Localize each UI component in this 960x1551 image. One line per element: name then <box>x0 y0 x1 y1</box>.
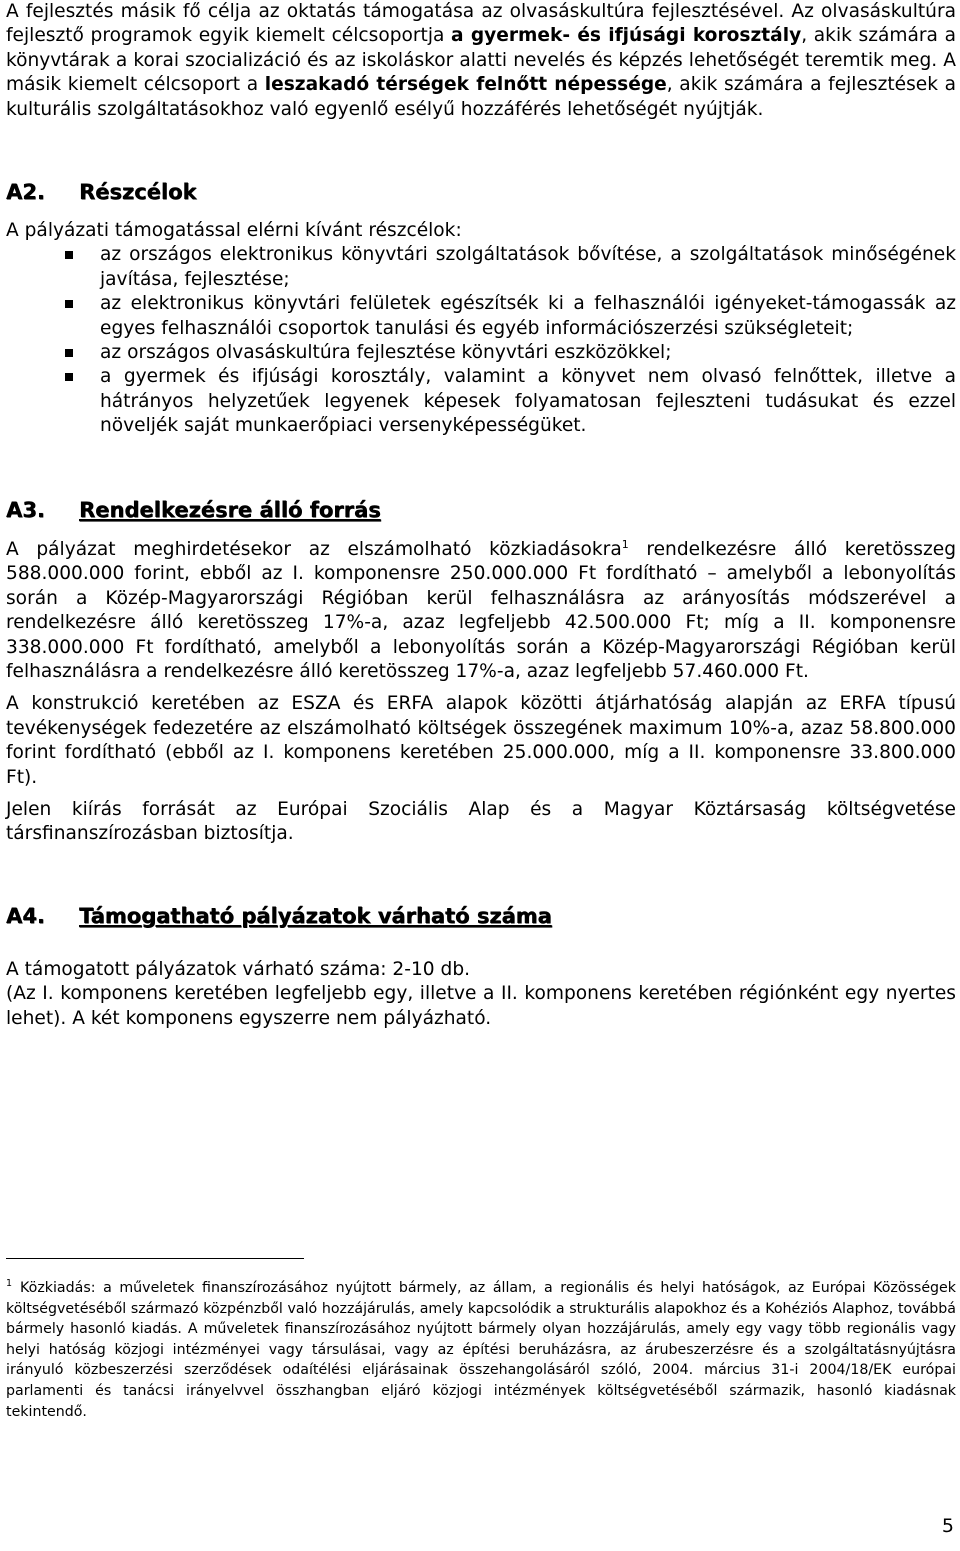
intro-text-3: , akik számára a fejlesztések a kulturális szolgáltatásokhoz való egyenlő esélyű hozzáférés lehetőségét nyújtják. <box>6 74 957 120</box>
section-a3-number: A3. <box>6 498 45 522</box>
section-a4-title: Támogatható pályázatok várható száma <box>79 904 552 928</box>
section-a4-body <box>6 958 956 1031</box>
footnote-reference: 1 <box>621 537 629 551</box>
section-a3-title: Rendelkezésre álló forrás <box>79 498 381 522</box>
intro-highlight-adults: leszakadó térségek felnőtt népessége <box>264 74 667 96</box>
section-a2-lead: A pályázati támogatással elérni kívánt részcélok: <box>6 220 462 241</box>
page-number: 5 <box>941 1515 954 1537</box>
bullet-square-icon <box>65 251 73 259</box>
intro-highlight-youth: a gyermek- és ifjúsági korosztály <box>451 25 802 47</box>
intro-text-1: A fejlesztés másik fő célja az oktatás támogatása az olvasáskultúra fejlesztésével. Az olvasáskultúra fejlesztő programok egyik kiemelt célcsoportja <box>6 1 956 47</box>
footnote-separator <box>6 1258 304 1259</box>
section-a4-number: A4. <box>6 904 45 928</box>
footnote-text: Közkiadás: a műveletek finanszírozásához nyújtott bármely, az állam, a regionális és helyi hatóságok, az Európai Közösségek költségvetéséből származó közpénzből való hozzájárulás, amely kapcsolódik a strukturális alapokhoz és a Kohéziós Alaphoz, továbbá bármely hasonló kiadás. A műveletek finanszírozásához nyújtott bármely olyan hozzájárulás, amely egy vagy több regionális vagy helyi hatóság közjogi intézményei vagy társulásai, vagy az építési beruházásra, az árubeszerzésre és a szolgáltatásnyújtásra irányuló közbeszerzési szerződések odaítélési eljárásainak összehangolásáról szóló, 2004. március 31-i 2004/18/EK európai parlamenti és tanácsi irányelvvel összhangban eljáró közjogi intézmények költségvetéséből származik, hasonló kiadásnak tekintendő. <box>6 1280 956 1420</box>
subgoal-list <box>6 243 956 438</box>
section-a2-heading <box>6 178 956 206</box>
section-a2-number: A2. <box>6 180 45 204</box>
esza-erfa-paragraph: A konstrukció keretében az ESZA és ERFA alapok közötti átjárhatóság alapján az ERFA típusú tevékenységek fedezetére az elszámolható költségek összegének maximum 10%-a, azaz 58.800.000 forint fordítható (ebből az I. komponens keretében 25.000.000, míg a II. komponensre 33.800.000 Ft). <box>6 693 956 788</box>
footnote-mark: 1 <box>6 1278 13 1290</box>
section-a3-body <box>6 538 956 847</box>
intro-text-2: , akik számára a könyvtárak a korai szocializáció és az iskoláskor alatti nevelés és képzés lehetőségét teremtik meg. A másik kiemelt célcsoport a <box>6 25 956 96</box>
bullet-square-icon <box>65 349 73 357</box>
section-a2-body <box>6 219 956 439</box>
subgoal-item: az országos elektronikus könyvtári szolgáltatások bővítése, a szolgáltatások minőségének javítása, fejlesztése; <box>6 243 956 292</box>
subgoal-item: a gyermek és ifjúsági korosztály, valamint a könyvet nem olvasó felnőttek, illetve a hátrányos helyzetűek legyenek képesek folyamatosan fejleszteni tudásukat és ezzel növeljék saját munkaerőpiaci versenyképességüket. <box>6 365 956 438</box>
subgoal-item: az országos olvasáskultúra fejlesztése könyvtári eszközökkel; <box>6 341 956 365</box>
component-rule-text: (Az I. komponens keretében legfeljebb egy, illetve a II. komponens keretében régiónként egy nyertes lehet). A két komponens egyszerre nem pályázható. <box>6 983 956 1029</box>
intro-paragraph <box>6 0 956 122</box>
bullet-square-icon <box>65 373 73 381</box>
section-a4-heading <box>6 902 956 930</box>
funding-paragraph: A pályázat meghirdetésekor az elszámolható közkiadásokra$^1$ rendelkezésre álló keretösszeg 588.000.000 forint, ebből az I. komponensre 250.000.000 Ft fordítható – amelyből a lebonyolítás során a Közép-Magyarországi Régióban kerül felhasználásra az arányosítás módszerével a rendelkezésre álló keretösszeg 17%-a, azaz legfeljebb 42.500.000 Ft; míg a II. komponensre 338.000.000 Ft fordítható, amelyből a lebonyolítás során a Közép-Magyarországi Régióban kerül felhasználásra a rendelkezésre álló keretösszeg 17%-a, azaz legfeljebb 57.460.000 Ft. <box>6 537 957 683</box>
expected-count-line: A támogatott pályázatok várható száma: 2-10 db. <box>6 959 471 980</box>
cofinancing-paragraph: Jelen kiírás forrását az Európai Szociális Alap és a Magyar Köztársaság költségvetése társfinanszírozásban biztosítja. <box>6 799 956 845</box>
section-a2-title: Részcélok <box>79 180 197 204</box>
section-a3-heading <box>6 496 956 524</box>
footnote <box>6 1278 956 1422</box>
bullet-square-icon <box>65 300 73 308</box>
subgoal-item: az elektronikus könyvtári felületek egészítsék ki a felhasználói igényeket-támogassák az egyes felhasználói csoportok tanulási és egyéb információszerzési szükségleteit; <box>6 292 956 341</box>
